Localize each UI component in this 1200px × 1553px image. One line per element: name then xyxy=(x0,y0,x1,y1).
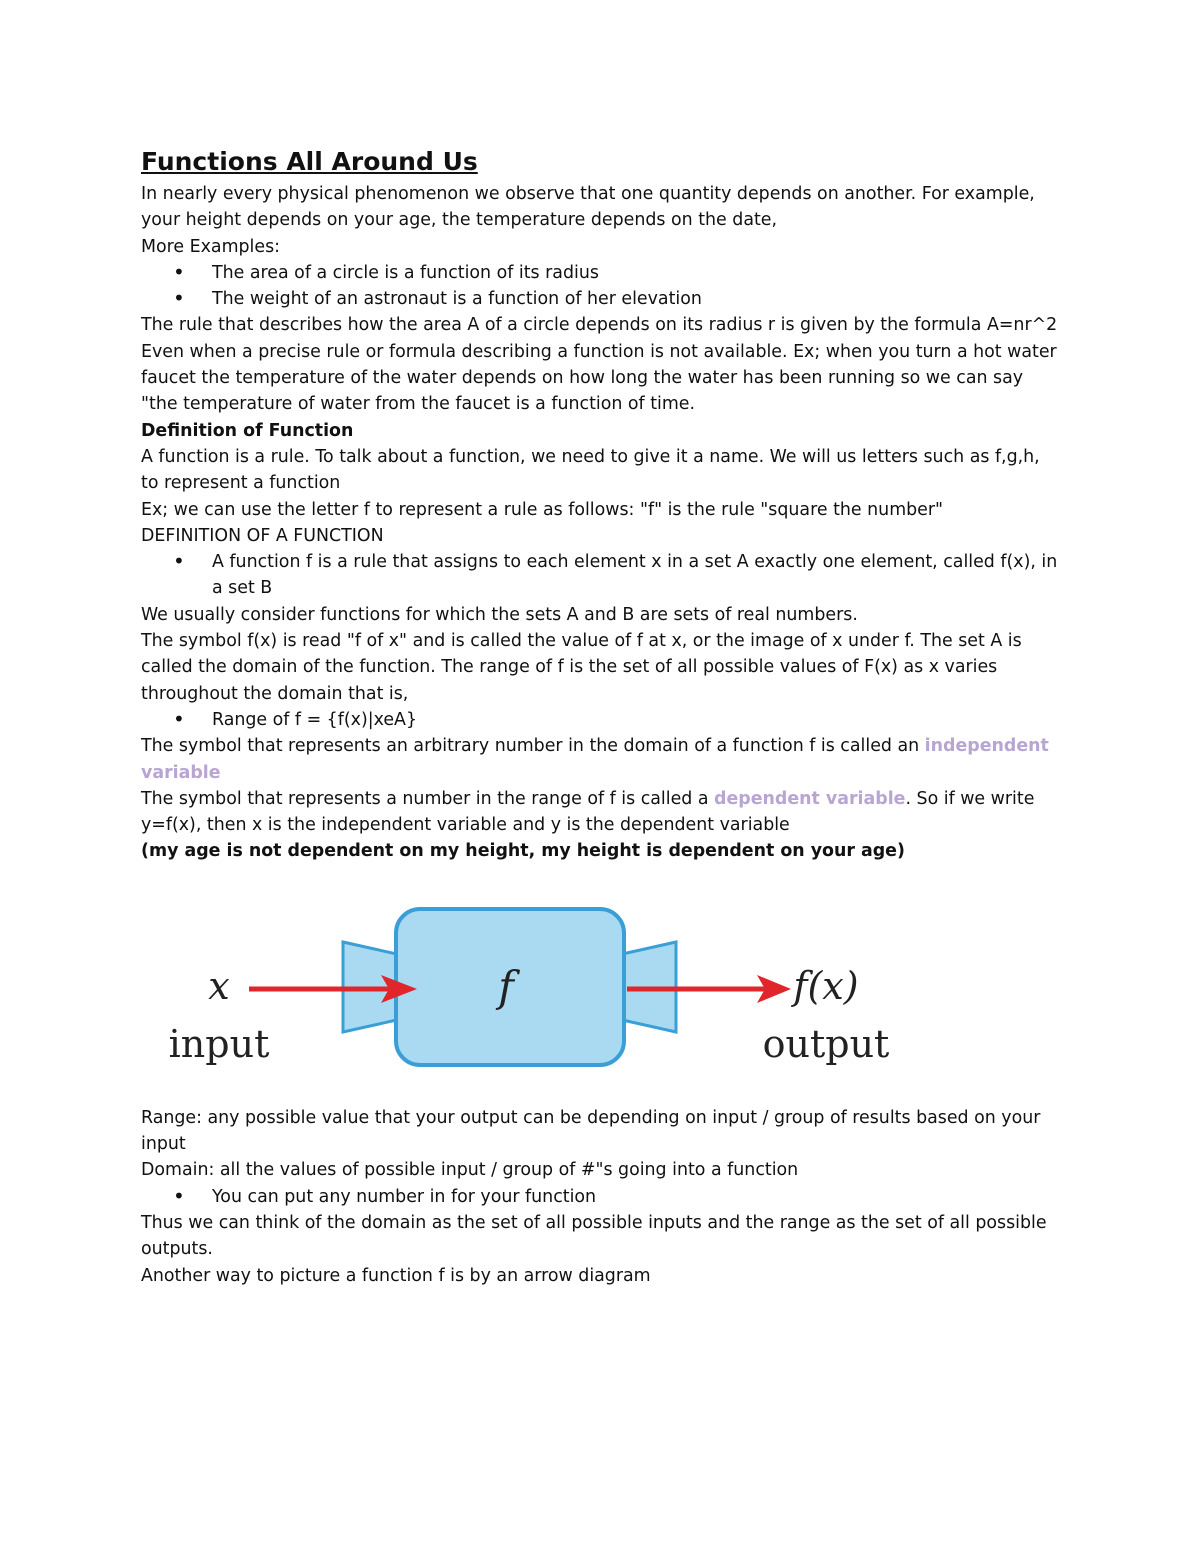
dependent-lead: The symbol that represents a number in the range of f is called a xyxy=(141,788,715,809)
dependent-variable-text xyxy=(141,786,1061,839)
definition-caps-heading: DEFINITION OF A FUNCTION xyxy=(141,525,384,546)
more-examples-label: More Examples: xyxy=(141,236,281,257)
list-item: • Range of f = {f(x)|xeA} xyxy=(141,707,1061,733)
bold-note: (my age is not dependent on my height, my height is dependent on your age) xyxy=(141,841,905,862)
letter-example-text: Ex; we can use the letter f to represent a rule as follows: "f" is the rule "square the number" xyxy=(141,499,944,520)
independent-variable-text xyxy=(141,733,1061,786)
range-list xyxy=(141,707,1061,733)
list-item: • The area of a circle is a function of its radius xyxy=(141,260,1061,286)
output-symbol: f(x) xyxy=(793,963,859,1008)
list-item: • A function f is a rule that assigns to each element x in a set A exactly one element, called f(x), in a set B xyxy=(141,549,1061,602)
dependent-variable-term: dependent variable xyxy=(714,788,906,809)
summary-text: Thus we can think of the domain as the set of all possible inputs and the range as the set of all possible outputs. xyxy=(141,1212,1047,1260)
domain-list xyxy=(141,1184,1061,1210)
range-definition: Range: any possible value that your output can be depending on input / group of results based on your input xyxy=(141,1107,1041,1155)
symbol-explanation-text: The symbol f(x) is read "f of x" and is called the value of f at x, or the image of x under f. The set A is called the domain of the function. The range of f is the set of all possible values of F(x) as x varies throughout the domain that is, xyxy=(141,631,1022,704)
intro-paragraph: In nearly every physical phenomenon we observe that one quantity depends on another. For example, your height depends on your age, the temperature depends on the date, xyxy=(141,184,1035,231)
input-symbol: x xyxy=(208,963,230,1008)
domain-definition: Domain: all the values of possible input / group of #"s going into a function xyxy=(141,1160,799,1181)
definition-text: A function is a rule. To talk about a function, we need to give it a name. We will us letters such as f,g,h, to represent a function xyxy=(141,446,1040,494)
list-item: • The weight of an astronaut is a function of her elevation xyxy=(141,286,1061,312)
page-title: Functions All Around Us xyxy=(141,147,478,176)
input-label: input xyxy=(168,1021,270,1066)
definition-list xyxy=(141,549,1061,602)
independent-variable-term: independent variable xyxy=(141,736,1049,783)
list-item: • You can put any number in for your function xyxy=(141,1184,1061,1210)
examples-list xyxy=(141,260,1061,313)
function-machine-diagram xyxy=(161,887,921,1087)
output-label: output xyxy=(762,1021,890,1066)
document-body xyxy=(141,145,1061,1289)
dependent-trail: . So if we write y=f(x), then x is the independent variable and y is the dependent variable xyxy=(141,788,1035,836)
faucet-example-text: Even when a precise rule or formula describing a function is not available. Ex; when you turn a hot water faucet the temperature of the water depends on how long the water has been running so we can say "the temperature of water from the faucet is a function of time. xyxy=(141,341,1057,415)
arrow-diagram-text: Another way to picture a function f is by an arrow diagram xyxy=(141,1265,651,1286)
independent-lead: The symbol that represents an arbitrary number in the domain of a function f is called an xyxy=(141,736,925,757)
real-numbers-text: We usually consider functions for which the sets A and B are sets of real numbers. xyxy=(141,604,858,625)
definition-heading: Definition of Function xyxy=(141,420,354,441)
function-symbol: f xyxy=(498,961,514,1011)
area-rule-text: The rule that describes how the area A of a circle depends on its radius r is given by the formula A=nr^2 xyxy=(141,315,1058,336)
